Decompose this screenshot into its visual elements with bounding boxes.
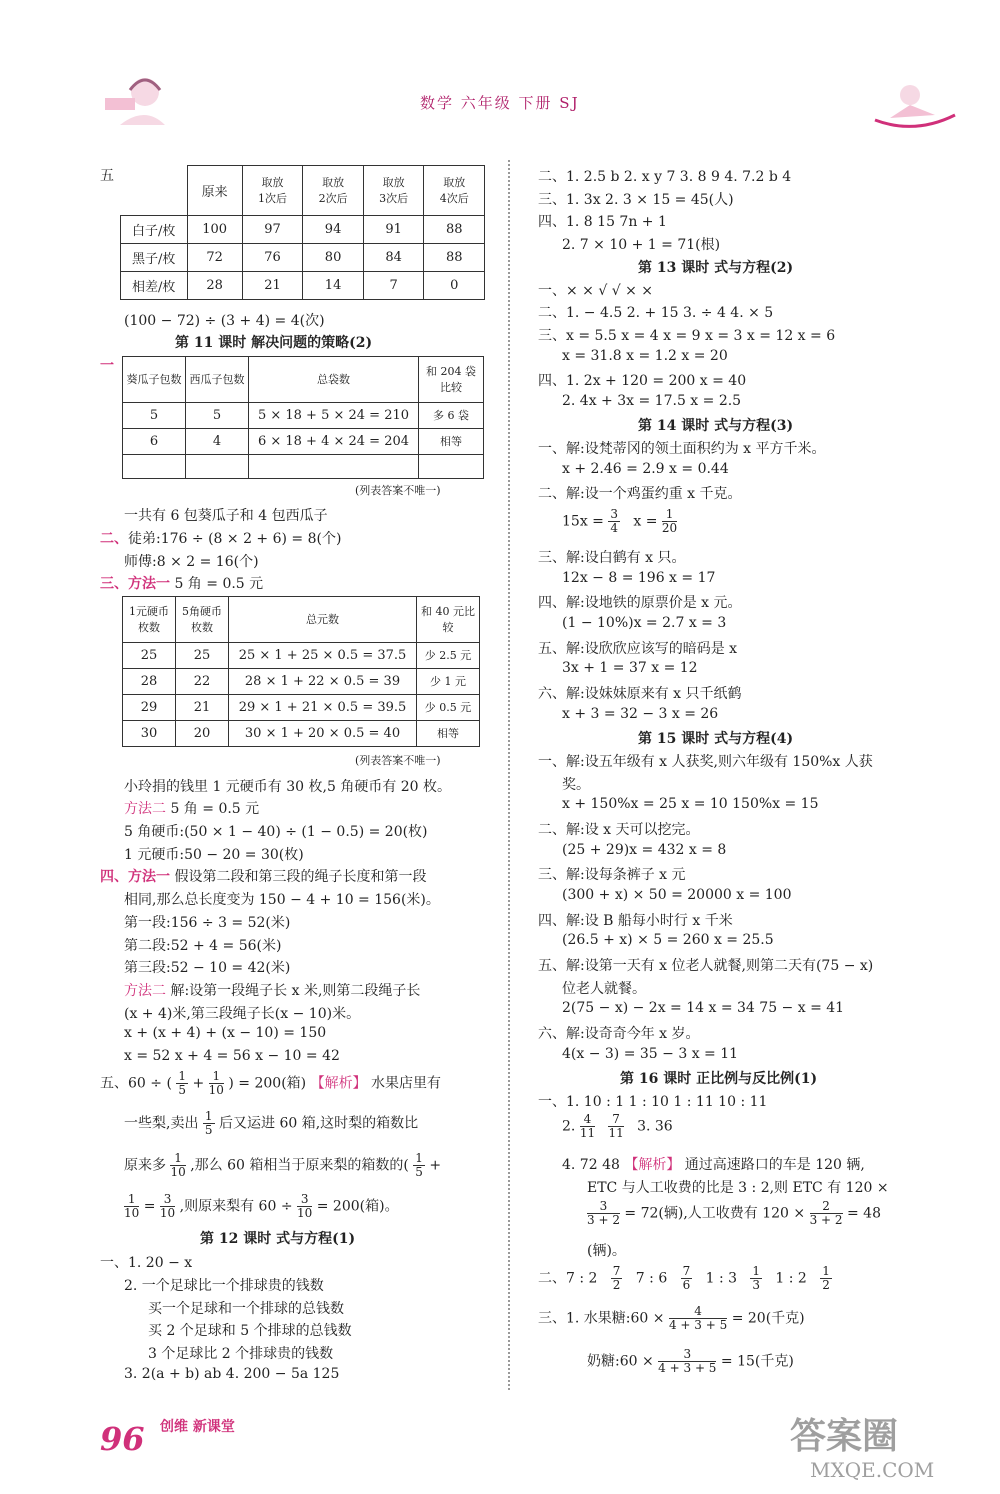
expr-text: 后又运进 60 箱,这时梨的箱数比 — [219, 1115, 419, 1132]
lesson-title: 第 14 课时 式与方程(3) — [638, 418, 794, 434]
fraction: $\frac{4}{4 + 3 + 5}$ — [668, 1304, 728, 1332]
table-cell: 100 — [187, 216, 242, 244]
expr-text: = 72(辆),人工收费有 120 × — [624, 1205, 806, 1222]
expr-text: = 20(千克) — [731, 1310, 805, 1327]
table-cell: 少 2.5 元 — [417, 643, 480, 669]
table-cell: 21 — [176, 695, 229, 721]
analysis-tag: 【解析】 — [310, 1075, 367, 1092]
fraction: $\frac{1}{5}$ — [415, 1151, 423, 1179]
answer-line: x = 52 x + 4 = 56 x − 10 = 42 — [124, 1048, 340, 1064]
table-header-cell: 和 40 元比较 — [417, 597, 480, 643]
answer-line: ETC 与人工收费的比是 3 : 2,则 ETC 有 120 × — [587, 1180, 889, 1196]
answer-line: 2. 7 × 10 + 1 = 71(根) — [562, 237, 721, 253]
table-header-cell: 5角硬币枚数 — [176, 597, 229, 643]
answer-line: 原来多 $\frac{1}{10}$ ,那么 60 箱相当于原来梨的箱数的( $\frac{1}{5}$ + — [124, 1151, 442, 1179]
fraction: $\frac{2}{3 + 2}$ — [809, 1199, 843, 1227]
answer-line: 徒弟:176 ÷ (8 × 2 + 6) = 8(个) — [128, 531, 342, 547]
answer-line: 四、1. 2x + 120 = 200 x = 40 — [538, 373, 747, 389]
expr-text: 五、60 ÷ ( — [100, 1075, 172, 1092]
table-cell: 多 6 袋 — [419, 403, 484, 429]
answer-line: 师傅:8 × 2 = 16(个) — [124, 554, 259, 570]
table-cell: 6 — [123, 429, 186, 455]
expr-text: 2. — [562, 1118, 576, 1135]
expr-text: 原来多 — [124, 1157, 166, 1174]
table-cell: 20 — [176, 721, 229, 747]
fraction: $\frac{1}{10}$ — [208, 1069, 224, 1097]
answer-line: 五、60 ÷ ( $\frac{1}{5}$ + $\frac{1}{10}$ ) = 200(箱) 【解析】 水果店里有 — [100, 1069, 442, 1097]
answer-line — [538, 1265, 832, 1292]
answer-line: 六、解:设奇奇今年 x 岁。 — [538, 1026, 700, 1042]
table-header-cell: 取放 4次后 — [424, 166, 485, 216]
table-header-cell: 取放 1次后 — [242, 166, 303, 216]
expr-text: = 200(箱)。 — [316, 1198, 399, 1215]
answer-line: 小玲捐的钱里 1 元硬币有 30 枚,5 角硬币有 20 枚。 — [124, 779, 452, 795]
lesson-title: 第 13 课时 式与方程(2) — [638, 260, 794, 276]
table-cell — [249, 455, 419, 479]
answer-line: 买一个足球和一个排球的总钱数 — [148, 1301, 344, 1317]
expr-text: 15x = — [562, 513, 604, 530]
answer-line: $\frac{1}{10}$ = $\frac{3}{10}$ ,则原来梨有 60 ÷ $\frac{3}{10}$ = 200(箱)。 — [124, 1192, 399, 1220]
answer-line: 5 角硬币:(50 × 1 − 40) ÷ (1 − 0.5) = 20(枚) — [124, 824, 428, 840]
table-row — [123, 429, 484, 455]
table-header-cell: 葵瓜子包数 — [123, 357, 186, 403]
answer-line: 12x − 8 = 196 x = 17 — [562, 570, 716, 586]
table-header-cell: 1元硬币枚数 — [123, 597, 176, 643]
note: (列表答案不唯一) — [355, 754, 441, 767]
answer-line: x + 3 = 32 − 3 x = 26 — [562, 706, 719, 722]
table-header-cell: 和 204 袋比较 — [419, 357, 484, 403]
answer-line: 四、解:设地铁的原票价是 x 元。 — [538, 595, 742, 611]
answer-line: 三、1. 3x 2. 3 × 15 = 45(人) — [538, 192, 734, 208]
table-cell: 25 × 1 + 25 × 0.5 = 37.5 — [229, 643, 417, 669]
watermark-url: MXQE.COM — [810, 1458, 935, 1482]
table-cell: 相等 — [417, 721, 480, 747]
header-title: 数学 六年级 下册 SJ — [420, 94, 580, 112]
table-row — [121, 216, 485, 244]
table-cell: 相等 — [419, 429, 484, 455]
answer-line: 四、1. 8 15 7n + 1 — [538, 214, 667, 230]
table-cell — [186, 455, 249, 479]
table-row — [123, 695, 480, 721]
column-divider — [508, 160, 510, 1390]
table-row — [123, 403, 484, 429]
answer-line: 六、解:设妹妹原来有 x 只千纸鹤 — [538, 686, 742, 702]
answer-line: 第三段:52 − 10 = 42(米) — [124, 960, 291, 976]
answer-line — [587, 1348, 794, 1375]
expr-text: 水果店里有 — [371, 1075, 442, 1092]
q4-label: 四、方法一 — [100, 869, 170, 885]
method-label: 方法二 — [124, 801, 166, 817]
table-cell: 4 — [186, 429, 249, 455]
answer-line: 2. 一个足球比一个排球贵的钱数 — [124, 1278, 324, 1294]
answer-line — [562, 508, 677, 535]
answer-line: x = 31.8 x = 1.2 x = 20 — [562, 348, 728, 364]
table-cell: 28 × 1 + 22 × 0.5 = 39 — [229, 669, 417, 695]
table-cell — [419, 455, 484, 479]
fraction: $\frac{3}{3 + 2}$ — [587, 1199, 620, 1227]
table-header-cell: 取放 2次后 — [303, 166, 364, 216]
table-cell: 80 — [303, 244, 364, 272]
table-cell: 相差/枚 — [121, 272, 188, 300]
expr-text: ,则原来梨有 60 ÷ — [179, 1198, 293, 1215]
table-cell: 7 — [363, 272, 424, 300]
fraction: $\frac{1}{3}$ — [752, 1264, 761, 1292]
table-header-cell: 总袋数 — [249, 357, 419, 403]
table-row — [123, 455, 484, 479]
q2-label: 二、 — [100, 531, 128, 547]
answer-line: 买 2 个足球和 5 个排球的总钱数 — [148, 1323, 352, 1339]
table-cell: 6 × 18 + 4 × 24 = 204 — [249, 429, 419, 455]
table-cell: 84 — [363, 244, 424, 272]
table-cell: 25 — [176, 643, 229, 669]
fraction: $\frac{7}{6}$ — [682, 1264, 691, 1292]
table-header-cell: 取放 3次后 — [363, 166, 424, 216]
table-cell: 14 — [303, 272, 364, 300]
expr-text: = 15(千克) — [720, 1353, 794, 1370]
answer-line: 一、× × √ √ × × — [538, 283, 654, 299]
table-cell: 88 — [424, 216, 485, 244]
table-cell: 少 1 元 — [417, 669, 480, 695]
expr-text: 3. 36 — [637, 1118, 673, 1135]
fraction: $\frac{7}{11}$ — [608, 1112, 624, 1140]
table-cell: 97 — [242, 216, 303, 244]
answer-line: 假设第二段和第三段的绳子长度和第一段 — [170, 869, 427, 885]
expr-text: 二、7 : 2 — [538, 1270, 598, 1287]
answer-line: (100 − 72) ÷ (3 + 4) = 4(次) — [124, 313, 325, 329]
answer-line: 二、1. − 4.5 2. + 15 3. ÷ 4 4. × 5 — [538, 305, 774, 321]
expr-text: 1 : 3 — [705, 1270, 738, 1287]
answer-line: x + (x + 4) + (x − 10) = 150 — [124, 1025, 327, 1041]
expr-text: ) = 200(箱) — [228, 1075, 307, 1092]
answer-line: 2(75 − x) − 2x = 14 x = 34 75 − x = 41 — [562, 1000, 845, 1016]
coins-table — [122, 596, 480, 747]
answer-line: 五、解:设欣欣应该写的暗码是 x — [538, 641, 738, 657]
go-stones-table — [120, 165, 485, 300]
table-cell: 少 0.5 元 — [417, 695, 480, 721]
fraction: $\frac{1}{10}$ — [170, 1151, 186, 1179]
expr-text: 4. 72 48 — [562, 1157, 620, 1173]
answer-line: 一、解:设梵蒂冈的领土面积约为 x 平方千米。 — [538, 441, 826, 457]
table-row — [123, 643, 480, 669]
answer-line: 第一段:156 ÷ 3 = 52(米) — [124, 915, 291, 931]
seeds-table — [122, 356, 484, 479]
fraction: $\frac{3}{10}$ — [297, 1192, 313, 1220]
page-header — [0, 0, 1000, 150]
answer-line: 三、解:设每条裤子 x 元 — [538, 867, 686, 883]
table-row — [121, 244, 485, 272]
table-cell — [121, 166, 188, 216]
answer-line: 3. 2(a + b) ab 4. 200 − 5a 125 — [124, 1366, 340, 1382]
answer-line: 3 个足球比 2 个排球贵的钱数 — [148, 1346, 334, 1362]
table-cell: 72 — [187, 244, 242, 272]
q3-label: 三、方法一 — [100, 576, 170, 592]
answer-line: 相同,那么总长度变为 150 − 4 + 10 = 156(米)。 — [124, 892, 440, 908]
answer-line: 四、解:设 B 船每小时行 x 千米 — [538, 913, 733, 929]
fraction: $\frac{3}{10}$ — [159, 1192, 176, 1220]
expr-text: 一些梨,卖出 — [124, 1115, 199, 1132]
answer-line — [538, 1305, 805, 1332]
table-cell: 30 × 1 + 20 × 0.5 = 40 — [229, 721, 417, 747]
expr-text: = 48 — [847, 1205, 881, 1222]
answer-line: 三、x = 5.5 x = 4 x = 9 x = 3 x = 12 x = 6 — [538, 328, 836, 344]
expr-text: x = — [633, 513, 658, 530]
fraction: $\frac{1}{2}$ — [822, 1264, 830, 1292]
answer-line: 4(x − 3) = 35 − 3 x = 11 — [562, 1046, 739, 1062]
cartoon-boat-icon — [870, 80, 960, 130]
answer-line: (25 + 29)x = 432 x = 8 — [562, 842, 727, 858]
table-cell: 29 × 1 + 21 × 0.5 = 39.5 — [229, 695, 417, 721]
analysis-tag: 【解析】 — [624, 1157, 681, 1173]
answer-line: 2. 4x + 3x = 17.5 x = 2.5 — [562, 393, 742, 409]
answer-line: 一共有 6 包葵瓜子和 4 包西瓜子 — [124, 508, 328, 524]
table-header-cell: 总元数 — [229, 597, 417, 643]
answer-line: 3x + 1 = 37 x = 12 — [562, 660, 698, 676]
table-cell: 91 — [363, 216, 424, 244]
answer-line: 一、解:设五年级有 x 人获奖,则六年级有 150%x 人获 — [538, 754, 873, 770]
fraction: $\frac{1}{20}$ — [661, 507, 678, 535]
method-label: 方法二 — [124, 983, 166, 999]
table-cell: 28 — [187, 272, 242, 300]
brand-logo: 创维 新课堂 — [160, 1419, 235, 1435]
answer-line: (1 − 10%)x = 2.7 x = 3 — [562, 615, 727, 631]
answer-line — [124, 1110, 418, 1137]
expr-text: 通过高速路口的车是 120 辆, — [684, 1157, 865, 1173]
table-header-cell: 西瓜子包数 — [186, 357, 249, 403]
answer-line: 二、解:设一个鸡蛋约重 x 千克。 — [538, 486, 742, 502]
answer-line — [562, 1113, 673, 1140]
answer-line: 二、解:设 x 天可以挖完。 — [538, 822, 700, 838]
expr-text: 奶糖:60 × — [587, 1353, 654, 1370]
lesson-title: 第 15 课时 式与方程(4) — [638, 731, 794, 747]
answer-line: 五、解:设第一天有 x 位老人就餐,则第二天有(75 − x) — [538, 958, 874, 974]
fraction: $\frac{3}{4}$ — [610, 507, 618, 535]
table-cell — [123, 455, 186, 479]
watermark: 答案圈 — [790, 1415, 899, 1457]
table-cell: 29 — [123, 695, 176, 721]
answer-line: 一、1. 10 : 1 1 : 10 1 : 11 10 : 11 — [538, 1094, 768, 1110]
answer-line: 奖。 — [562, 777, 590, 793]
note: (列表答案不唯一) — [355, 484, 441, 497]
cartoon-girl-icon — [100, 70, 170, 130]
expr-text: 7 : 6 — [635, 1270, 668, 1287]
table-cell: 76 — [242, 244, 303, 272]
table-cell: 25 — [123, 643, 176, 669]
expr-text: ,那么 60 箱相当于原来梨的箱数的( — [190, 1157, 409, 1174]
lesson-title: 第 11 课时 解决问题的策略(2) — [175, 335, 373, 351]
expr-text: 三、1. 水果糖:60 × — [538, 1310, 665, 1327]
fraction: $\frac{7}{2}$ — [612, 1264, 621, 1292]
answer-line: 解:设第一段绳子长 x 米,则第二段绳子长 — [166, 983, 421, 999]
page-number: 96 — [100, 1420, 145, 1458]
table-cell: 30 — [123, 721, 176, 747]
answer-line — [587, 1200, 881, 1227]
table-cell: 黑子/枚 — [121, 244, 188, 272]
fraction: $\frac{1}{10}$ — [124, 1192, 140, 1220]
answer-line: (辆)。 — [587, 1243, 626, 1259]
table-cell: 21 — [242, 272, 303, 300]
table-cell: 88 — [424, 244, 485, 272]
answer-line: (26.5 + x) × 5 = 260 x = 25.5 — [562, 932, 774, 948]
answer-line: x + 150%x = 25 x = 10 150%x = 15 — [562, 796, 819, 812]
answer-line: (300 + x) × 50 = 20000 x = 100 — [562, 887, 792, 903]
expr-text: 1 : 2 — [775, 1270, 807, 1287]
table-row — [121, 272, 485, 300]
fraction: $\frac{3}{4 + 3 + 5}$ — [658, 1347, 717, 1375]
answer-line: x + 2.46 = 2.9 x = 0.44 — [562, 461, 729, 477]
fraction: $\frac{1}{5}$ — [204, 1109, 213, 1137]
table-header-cell: 原来 — [187, 166, 242, 216]
fraction: $\frac{1}{5}$ — [178, 1069, 187, 1097]
table-cell: 22 — [176, 669, 229, 695]
answer-line — [562, 1154, 865, 1174]
table-cell: 5 — [186, 403, 249, 429]
table-cell: 5 — [123, 403, 186, 429]
table-cell: 5 × 18 + 5 × 24 = 210 — [249, 403, 419, 429]
fraction: $\frac{4}{11}$ — [579, 1112, 596, 1140]
table-row — [123, 721, 480, 747]
answer-line: 5 角 = 0.5 元 — [166, 801, 260, 817]
table-cell: 白子/枚 — [121, 216, 188, 244]
answer-line: 位老人就餐。 — [562, 981, 646, 997]
answer-line: 第二段:52 + 4 = 56(米) — [124, 938, 282, 954]
table-row — [123, 669, 480, 695]
answer-line: 三、解:设白鹤有 x 只。 — [538, 550, 686, 566]
answer-line: 1 元硬币:50 − 20 = 30(枚) — [124, 847, 304, 863]
lesson-title: 第 12 课时 式与方程(1) — [200, 1231, 356, 1247]
lesson-title: 第 16 课时 正比例与反比例(1) — [620, 1071, 818, 1087]
table-cell: 0 — [424, 272, 485, 300]
table-cell: 94 — [303, 216, 364, 244]
answer-line: (x + 4)米,第三段绳子长(x − 10)米。 — [124, 1006, 361, 1022]
q1-label: 一 — [100, 358, 114, 374]
table-cell: 28 — [123, 669, 176, 695]
answer-line: 二、1. 2.5 b 2. x y 7 3. 8 9 4. 7.2 b 4 — [538, 169, 792, 185]
answer-line: 5 角 = 0.5 元 — [170, 576, 264, 592]
answer-line: 一、1. 20 − x — [100, 1255, 193, 1271]
q5-label: 五 — [100, 168, 114, 184]
